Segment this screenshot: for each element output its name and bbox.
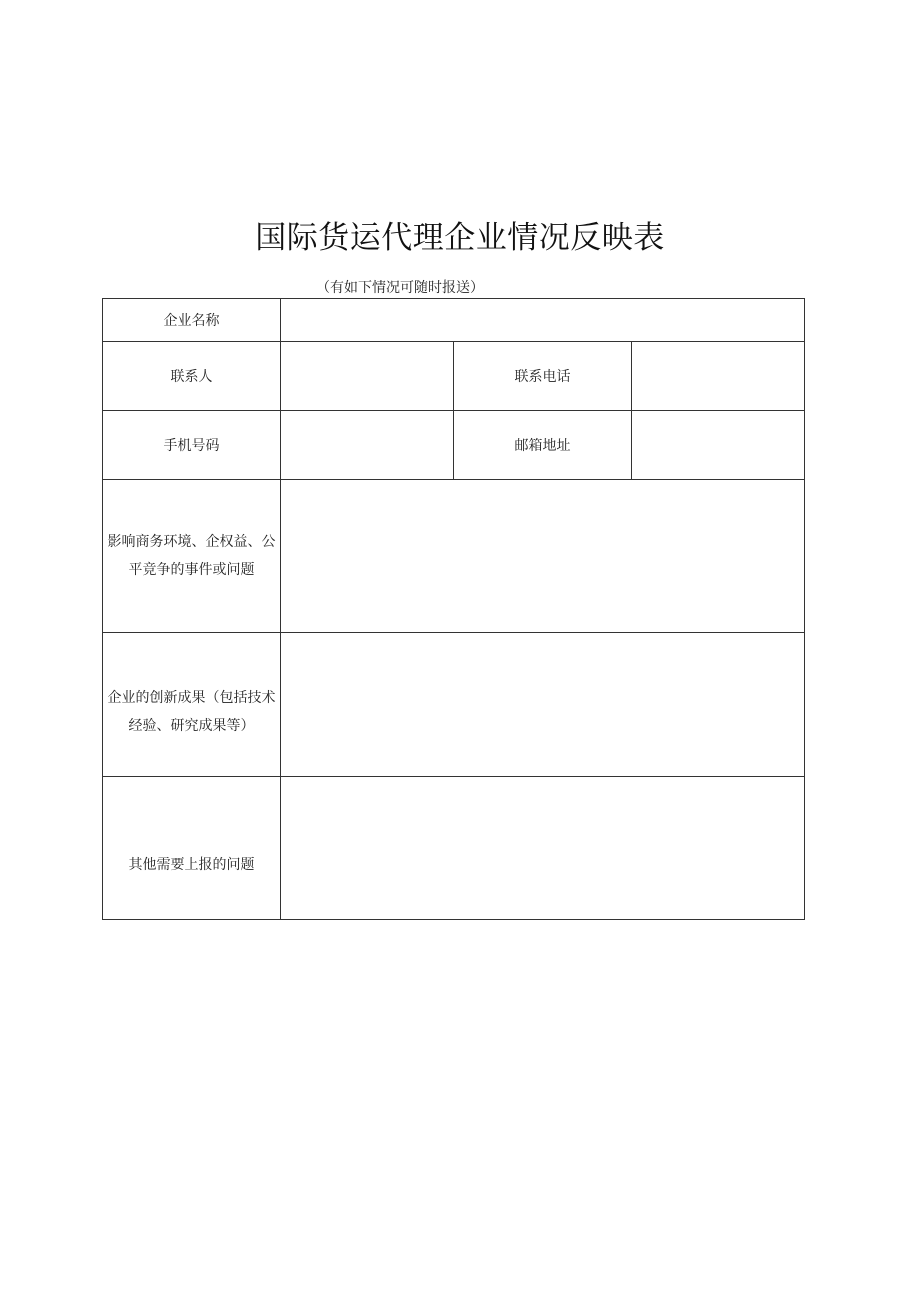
contact-label: 联系人	[103, 342, 281, 411]
events-label-line2: 平竞争的事件或问题	[128, 562, 255, 578]
form-title: 国际货运代理企业情况反映表	[255, 220, 665, 256]
company-name-field[interactable]	[281, 299, 805, 342]
row-events	[103, 480, 805, 633]
events-label	[103, 480, 281, 633]
phone-label: 联系电话	[454, 342, 632, 411]
email-label: 邮箱地址	[454, 411, 632, 480]
events-label-line1: 影响商务环境、企权益、公	[107, 534, 276, 550]
contact-field[interactable]	[281, 342, 454, 411]
other-field[interactable]	[281, 777, 805, 920]
row-other	[103, 777, 805, 920]
phone-field[interactable]	[632, 342, 805, 411]
mobile-label: 手机号码	[103, 411, 281, 480]
innovation-label	[103, 633, 281, 777]
row-mobile	[103, 411, 805, 480]
innovation-label-line2: 经验、研究成果等）	[128, 717, 255, 734]
report-form-table	[102, 298, 805, 920]
innovation-field[interactable]	[281, 633, 805, 777]
email-field[interactable]	[632, 411, 805, 480]
mobile-field[interactable]	[281, 411, 454, 480]
innovation-label-line1: 企业的创新成果（包括技术	[107, 689, 276, 706]
company-name-label: 企业名称	[103, 299, 281, 342]
events-field[interactable]	[281, 480, 805, 633]
row-contact	[103, 342, 805, 411]
other-label	[103, 777, 281, 920]
row-innovation	[103, 633, 805, 777]
row-company-name	[103, 299, 805, 342]
other-label-text: 其他需要上报的问题	[128, 857, 255, 873]
form-subtitle: （有如下情况可随时报送）	[316, 280, 484, 296]
